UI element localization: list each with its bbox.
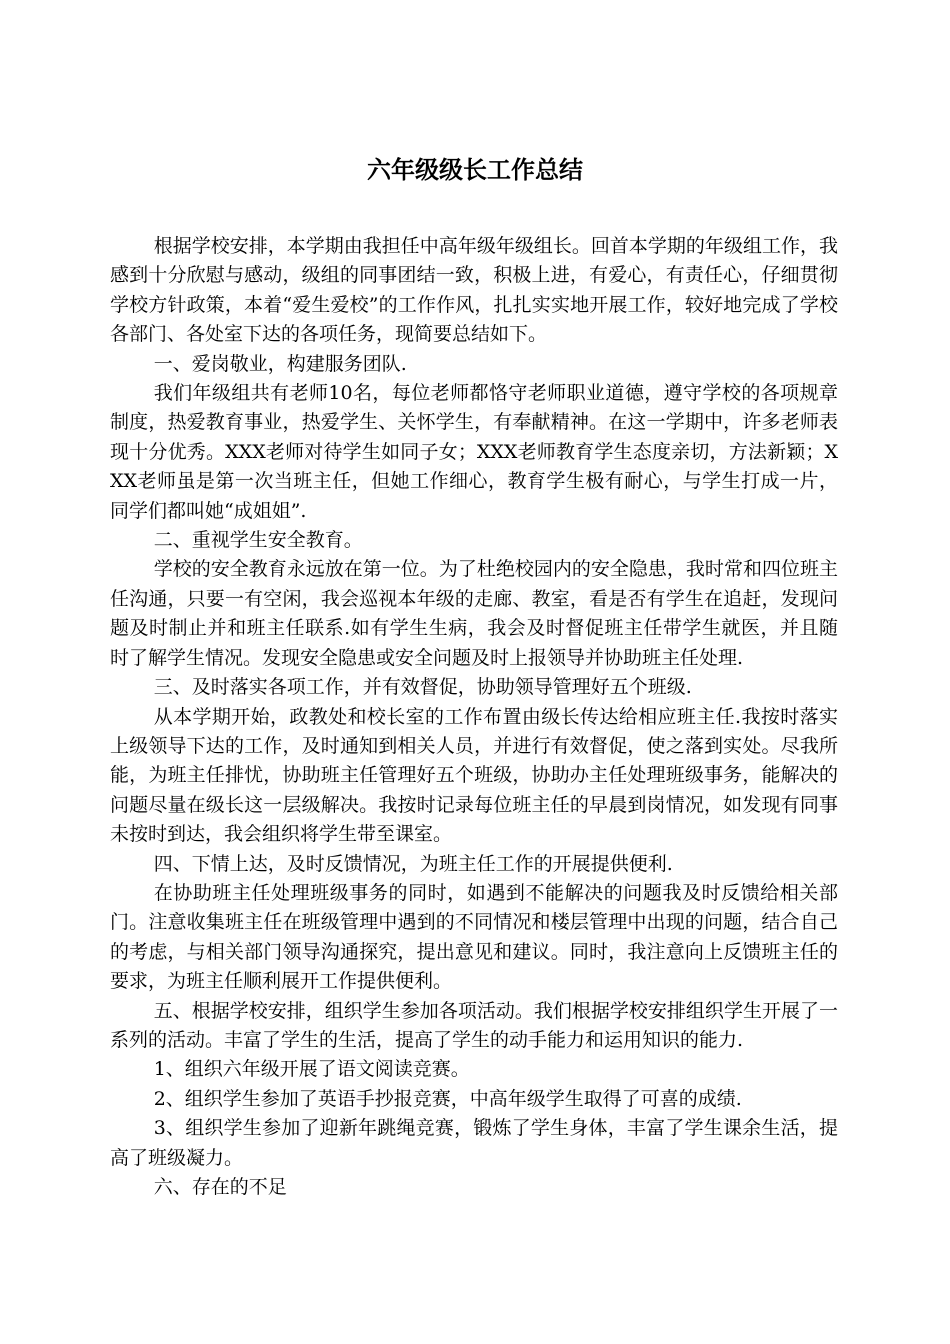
list-item-1: 1、组织六年级开展了语文阅读竞赛。	[153, 1058, 470, 1081]
section-heading-3: 三、及时落实各项工作，并有效督促，协助领导管理好五个班级.	[153, 676, 692, 699]
section-heading-1: 一、爱岗敬业，构建服务团队.	[153, 352, 407, 375]
paragraph-section-1: 我们年级组共有老师10名，每位老师都恪守老师职业道德，遵守学校的各项规章制度，热爱教育事业，热爱学生、关怀学生，有奉献精神。在这一学期中，许多老师表现十分优秀。XXX老师对待学生如同子女；XXX老师教育学生态度亲切，方法新颖；XXX老师虽是第一次当班主任，但她工作细心，教育学生极有耐心，与学生打成一片，同学们都叫她“成姐姐”.	[110, 382, 838, 522]
section-heading-2: 二、重视学生安全教育。	[153, 529, 363, 552]
section-heading-4: 四、下情上达，及时反馈情况，为班主任工作的开展提供便利.	[153, 852, 673, 875]
list-item-2: 2、组织学生参加了英语手抄报竞赛，中高年级学生取得了可喜的成绩.	[153, 1087, 742, 1110]
document-title: 六年级级长工作总结	[367, 156, 583, 184]
paragraph-intro: 根据学校安排，本学期由我担任中高年级年级组长。回首本学期的年级组工作，我感到十分欣慰与感动，级组的同事团结一致，积极上进，有爱心，有责任心，仔细贯彻学校方针政策，本着“爱生爱校”的工作作风，扎扎实实地开展工作，较好地完成了学校各部门、各处室下达的各项任务，现简要总结如下。	[110, 235, 838, 346]
paragraph-section-4: 在协助班主任处理班级事务的同时，如遇到不能解决的问题我及时反馈给相关部门。注意收集班主任在班级管理中遇到的不同情况和楼层管理中出现的问题，结合自己的考虑，与相关部门领导沟通探究，提出意见和建议。同时，我注意向上反馈班主任的要求，为班主任顺利展开工作提供便利。	[110, 881, 838, 993]
list-item-3: 3、组织学生参加了迎新年跳绳竞赛，锻炼了学生身体，丰富了学生课余生活，提高了班级凝力。	[110, 1117, 838, 1169]
paragraph-section-5: 五、根据学校安排，组织学生参加各项活动。我们根据学校安排组织学生开展了一系列的活动。丰富了学生的生活，提高了学生的动手能力和运用知识的能力.	[110, 999, 838, 1051]
paragraph-section-3: 从本学期开始，政教处和校长室的工作布置由级长传达给相应班主任.我按时落实上级领导下达的工作，及时通知到相关人员，并进行有效督促，使之落到实处。尽我所能，为班主任排忧，协助班主任管理好五个班级，协助办主任处理班级事务，能解决的问题尽量在级长这一层级解决。我按时记录每位班主任的早晨到岗情况，如发现有同事未按时到达，我会组织将学生带至课室。	[110, 705, 838, 846]
paragraph-section-2: 学校的安全教育永远放在第一位。为了杜绝校园内的安全隐患，我时常和四位班主任沟通，只要一有空闲，我会巡视本年级的走廊、教室，看是否有学生在追赶，发现问题及时制止并和班主任联系.如有学生生病，我会及时督促班主任带学生就医，并且随时了解学生情况。发现安全隐患或安全问题及时上报领导并协助班主任处理.	[110, 558, 838, 669]
section-heading-6: 六、存在的不足	[153, 1176, 287, 1198]
document-body	[110, 232, 838, 1202]
